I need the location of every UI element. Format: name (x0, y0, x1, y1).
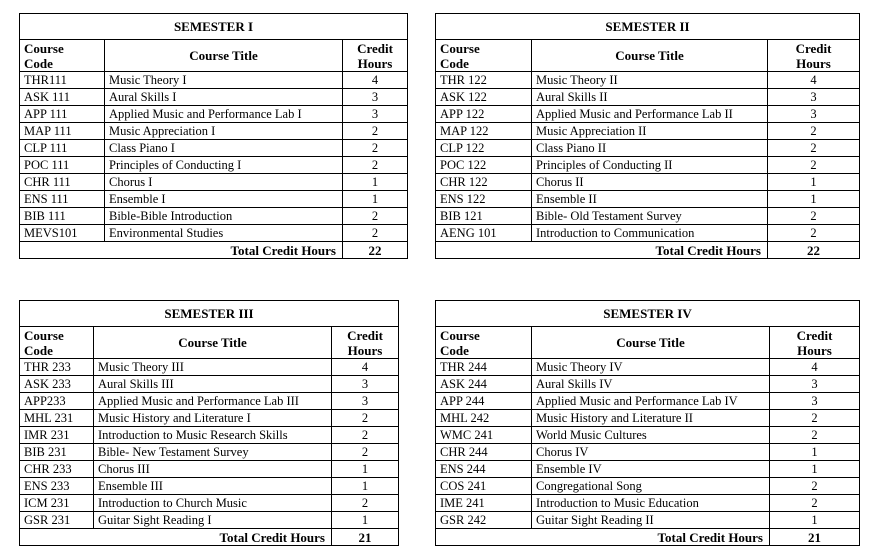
total-row (20, 242, 408, 259)
course-credits: 1 (768, 191, 860, 208)
course-title: Music Appreciation I (105, 123, 343, 140)
header-credit-hours-line1: Credit (347, 327, 383, 343)
course-row (20, 410, 399, 427)
course-credits: 2 (332, 444, 399, 461)
semester-3-title: SEMESTER III (20, 301, 399, 327)
header-course-code-line1: Course (440, 327, 480, 343)
course-credits: 3 (332, 376, 399, 393)
course-title: Aural Skills III (94, 376, 332, 393)
course-credits: 1 (770, 512, 860, 529)
course-credits: 1 (768, 174, 860, 191)
course-row (436, 444, 860, 461)
total-credit-hours-value: 22 (768, 242, 860, 259)
course-row (20, 225, 408, 242)
semester-1-title: SEMESTER I (20, 14, 408, 40)
course-code: ICM 231 (20, 495, 94, 512)
total-credit-hours-label: Total Credit Hours (436, 529, 770, 546)
course-title: Principles of Conducting I (105, 157, 343, 174)
course-code: MHL 231 (20, 410, 94, 427)
course-row (436, 174, 860, 191)
course-row (20, 376, 399, 393)
course-title: Aural Skills I (105, 89, 343, 106)
course-title: Applied Music and Performance Lab IV (532, 393, 770, 410)
course-credits: 3 (770, 393, 860, 410)
course-code: ASK 233 (20, 376, 94, 393)
course-title: Introduction to Music Education (532, 495, 770, 512)
column-header-row (436, 40, 860, 72)
course-code: ENS 233 (20, 478, 94, 495)
semester-title-row (436, 301, 860, 327)
semester-title-row (20, 301, 399, 327)
course-code: IME 241 (436, 495, 532, 512)
course-title: Music Theory II (532, 72, 768, 89)
course-code: GSR 231 (20, 512, 94, 529)
total-credit-hours-value: 21 (332, 529, 399, 546)
header-credit-hours (770, 327, 860, 359)
header-credit-hours-line1: Credit (357, 40, 393, 56)
course-credits: 2 (770, 427, 860, 444)
course-credits: 4 (343, 72, 408, 89)
course-code: WMC 241 (436, 427, 532, 444)
total-credit-hours-label: Total Credit Hours (436, 242, 768, 259)
header-course-code (20, 327, 94, 359)
course-row (20, 461, 399, 478)
course-title: Ensemble IV (532, 461, 770, 478)
course-credits: 2 (343, 140, 408, 157)
course-credits: 2 (343, 123, 408, 140)
course-credits: 3 (343, 89, 408, 106)
course-title: Music Theory I (105, 72, 343, 89)
course-title: Environmental Studies (105, 225, 343, 242)
course-row (20, 174, 408, 191)
course-credits: 3 (768, 106, 860, 123)
course-row (436, 512, 860, 529)
course-code: THR 233 (20, 359, 94, 376)
course-title: Introduction to Music Research Skills (94, 427, 332, 444)
course-code: BIB 111 (20, 208, 105, 225)
course-credits: 3 (770, 376, 860, 393)
course-code: MAP 111 (20, 123, 105, 140)
course-title: Class Piano II (532, 140, 768, 157)
course-row (20, 359, 399, 376)
course-credits: 3 (332, 393, 399, 410)
header-credit-hours-line2: Hours (347, 342, 383, 358)
course-credits: 2 (770, 410, 860, 427)
course-title: Introduction to Communication (532, 225, 768, 242)
course-credits: 2 (770, 495, 860, 512)
course-title: Aural Skills IV (532, 376, 770, 393)
course-code: BIB 231 (20, 444, 94, 461)
course-code: THR 244 (436, 359, 532, 376)
header-course-code-line2: Code (440, 55, 469, 71)
course-code: THR 122 (436, 72, 532, 89)
course-credits: 1 (332, 461, 399, 478)
course-credits: 1 (343, 191, 408, 208)
course-code: THR111 (20, 72, 105, 89)
header-course-code (436, 327, 532, 359)
course-title: Chorus III (94, 461, 332, 478)
header-credit-hours (343, 40, 408, 72)
course-code: BIB 121 (436, 208, 532, 225)
column-header-row (436, 327, 860, 359)
header-course-code (20, 40, 105, 72)
course-title: Music Theory III (94, 359, 332, 376)
course-credits: 2 (332, 495, 399, 512)
course-code: APP233 (20, 393, 94, 410)
course-title: Music Theory IV (532, 359, 770, 376)
course-title: Introduction to Church Music (94, 495, 332, 512)
course-row (436, 106, 860, 123)
course-row (436, 157, 860, 174)
course-code: CHR 111 (20, 174, 105, 191)
header-course-code-line1: Course (440, 40, 480, 56)
semester-3-table (19, 300, 399, 546)
course-row (436, 359, 860, 376)
course-title: Congregational Song (532, 478, 770, 495)
course-row (20, 495, 399, 512)
course-credits: 4 (768, 72, 860, 89)
course-code: CHR 244 (436, 444, 532, 461)
header-credit-hours-line1: Credit (796, 327, 833, 343)
course-credits: 2 (343, 225, 408, 242)
header-course-code-line1: Course (24, 40, 64, 56)
course-credits: 1 (343, 174, 408, 191)
course-row (20, 106, 408, 123)
course-row (20, 89, 408, 106)
course-row (20, 208, 408, 225)
course-title: Ensemble I (105, 191, 343, 208)
course-title: Applied Music and Performance Lab III (94, 393, 332, 410)
course-title: Music Appreciation II (532, 123, 768, 140)
course-row (436, 410, 860, 427)
header-course-title: Course Title (532, 327, 770, 359)
course-row (20, 444, 399, 461)
course-credits: 1 (770, 444, 860, 461)
total-row (20, 529, 399, 546)
course-row (20, 478, 399, 495)
course-code: POC 111 (20, 157, 105, 174)
course-row (436, 123, 860, 140)
course-code: APP 122 (436, 106, 532, 123)
course-row (436, 427, 860, 444)
course-credits: 1 (332, 512, 399, 529)
course-row (436, 208, 860, 225)
course-row (436, 393, 860, 410)
total-credit-hours-label: Total Credit Hours (20, 529, 332, 546)
header-course-code-line2: Code (24, 342, 53, 358)
total-row (436, 242, 860, 259)
column-header-row (20, 40, 408, 72)
course-title: Bible-Bible Introduction (105, 208, 343, 225)
course-credits: 2 (332, 410, 399, 427)
header-credit-hours-line2: Hours (797, 342, 832, 358)
header-course-code-line2: Code (440, 342, 469, 358)
course-code: CLP 122 (436, 140, 532, 157)
semester-4-table (435, 300, 860, 546)
course-row (20, 393, 399, 410)
course-code: CLP 111 (20, 140, 105, 157)
total-credit-hours-value: 22 (343, 242, 408, 259)
course-row (20, 140, 408, 157)
course-title: Ensemble III (94, 478, 332, 495)
course-credits: 2 (343, 208, 408, 225)
header-course-title: Course Title (94, 327, 332, 359)
course-code: ASK 122 (436, 89, 532, 106)
semester-title-row (20, 14, 408, 40)
course-code: ENS 111 (20, 191, 105, 208)
header-credit-hours (332, 327, 399, 359)
course-credits: 4 (332, 359, 399, 376)
course-code: ENS 244 (436, 461, 532, 478)
course-row (436, 376, 860, 393)
semester-1-table (19, 13, 408, 259)
course-title: Class Piano I (105, 140, 343, 157)
course-title: Music History and Literature I (94, 410, 332, 427)
course-row (20, 72, 408, 89)
header-credit-hours-line2: Hours (357, 55, 393, 71)
course-credits: 4 (770, 359, 860, 376)
course-code: APP 244 (436, 393, 532, 410)
course-row (436, 225, 860, 242)
course-code: CHR 233 (20, 461, 94, 478)
course-credits: 2 (768, 157, 860, 174)
course-code: ASK 244 (436, 376, 532, 393)
course-code: CHR 122 (436, 174, 532, 191)
course-row (20, 191, 408, 208)
course-credits: 2 (768, 225, 860, 242)
semester-2-title: SEMESTER II (436, 14, 860, 40)
course-title: World Music Cultures (532, 427, 770, 444)
course-code: POC 122 (436, 157, 532, 174)
course-row (436, 478, 860, 495)
course-credits: 2 (332, 427, 399, 444)
course-code: MHL 242 (436, 410, 532, 427)
course-credits: 2 (343, 157, 408, 174)
course-title: Music History and Literature II (532, 410, 770, 427)
course-code: IMR 231 (20, 427, 94, 444)
course-code: ASK 111 (20, 89, 105, 106)
header-course-code-line1: Course (24, 327, 64, 343)
course-code: GSR 242 (436, 512, 532, 529)
course-row (20, 427, 399, 444)
total-row (436, 529, 860, 546)
header-course-title: Course Title (105, 40, 343, 72)
course-row (20, 512, 399, 529)
column-header-row (20, 327, 399, 359)
semester-4-title: SEMESTER IV (436, 301, 860, 327)
header-credit-hours-line2: Hours (796, 55, 831, 71)
course-credits: 1 (332, 478, 399, 495)
header-course-title: Course Title (532, 40, 768, 72)
course-row (436, 140, 860, 157)
course-credits: 3 (343, 106, 408, 123)
course-title: Bible- Old Testament Survey (532, 208, 768, 225)
course-row (436, 461, 860, 478)
total-credit-hours-label: Total Credit Hours (20, 242, 343, 259)
course-code: MAP 122 (436, 123, 532, 140)
course-title: Aural Skills II (532, 89, 768, 106)
course-title: Chorus IV (532, 444, 770, 461)
course-row (436, 495, 860, 512)
course-credits: 3 (768, 89, 860, 106)
course-code: APP 111 (20, 106, 105, 123)
course-code: MEVS101 (20, 225, 105, 242)
course-credits: 2 (770, 478, 860, 495)
course-credits: 2 (768, 140, 860, 157)
course-title: Applied Music and Performance Lab I (105, 106, 343, 123)
course-title: Chorus II (532, 174, 768, 191)
semester-2-table (435, 13, 860, 259)
course-row (436, 89, 860, 106)
course-title: Bible- New Testament Survey (94, 444, 332, 461)
semester-title-row (436, 14, 860, 40)
course-row (436, 72, 860, 89)
header-credit-hours-line1: Credit (795, 40, 832, 56)
course-title: Ensemble II (532, 191, 768, 208)
total-credit-hours-value: 21 (770, 529, 860, 546)
course-credits: 2 (768, 208, 860, 225)
course-title: Applied Music and Performance Lab II (532, 106, 768, 123)
course-row (20, 123, 408, 140)
course-code: COS 241 (436, 478, 532, 495)
header-course-code-line2: Code (24, 55, 53, 71)
course-code: AENG 101 (436, 225, 532, 242)
course-code: ENS 122 (436, 191, 532, 208)
course-title: Chorus I (105, 174, 343, 191)
course-title: Guitar Sight Reading II (532, 512, 770, 529)
header-course-code (436, 40, 532, 72)
course-row (436, 191, 860, 208)
course-credits: 2 (768, 123, 860, 140)
course-row (20, 157, 408, 174)
course-title: Guitar Sight Reading I (94, 512, 332, 529)
course-credits: 1 (770, 461, 860, 478)
header-credit-hours (768, 40, 860, 72)
course-title: Principles of Conducting II (532, 157, 768, 174)
